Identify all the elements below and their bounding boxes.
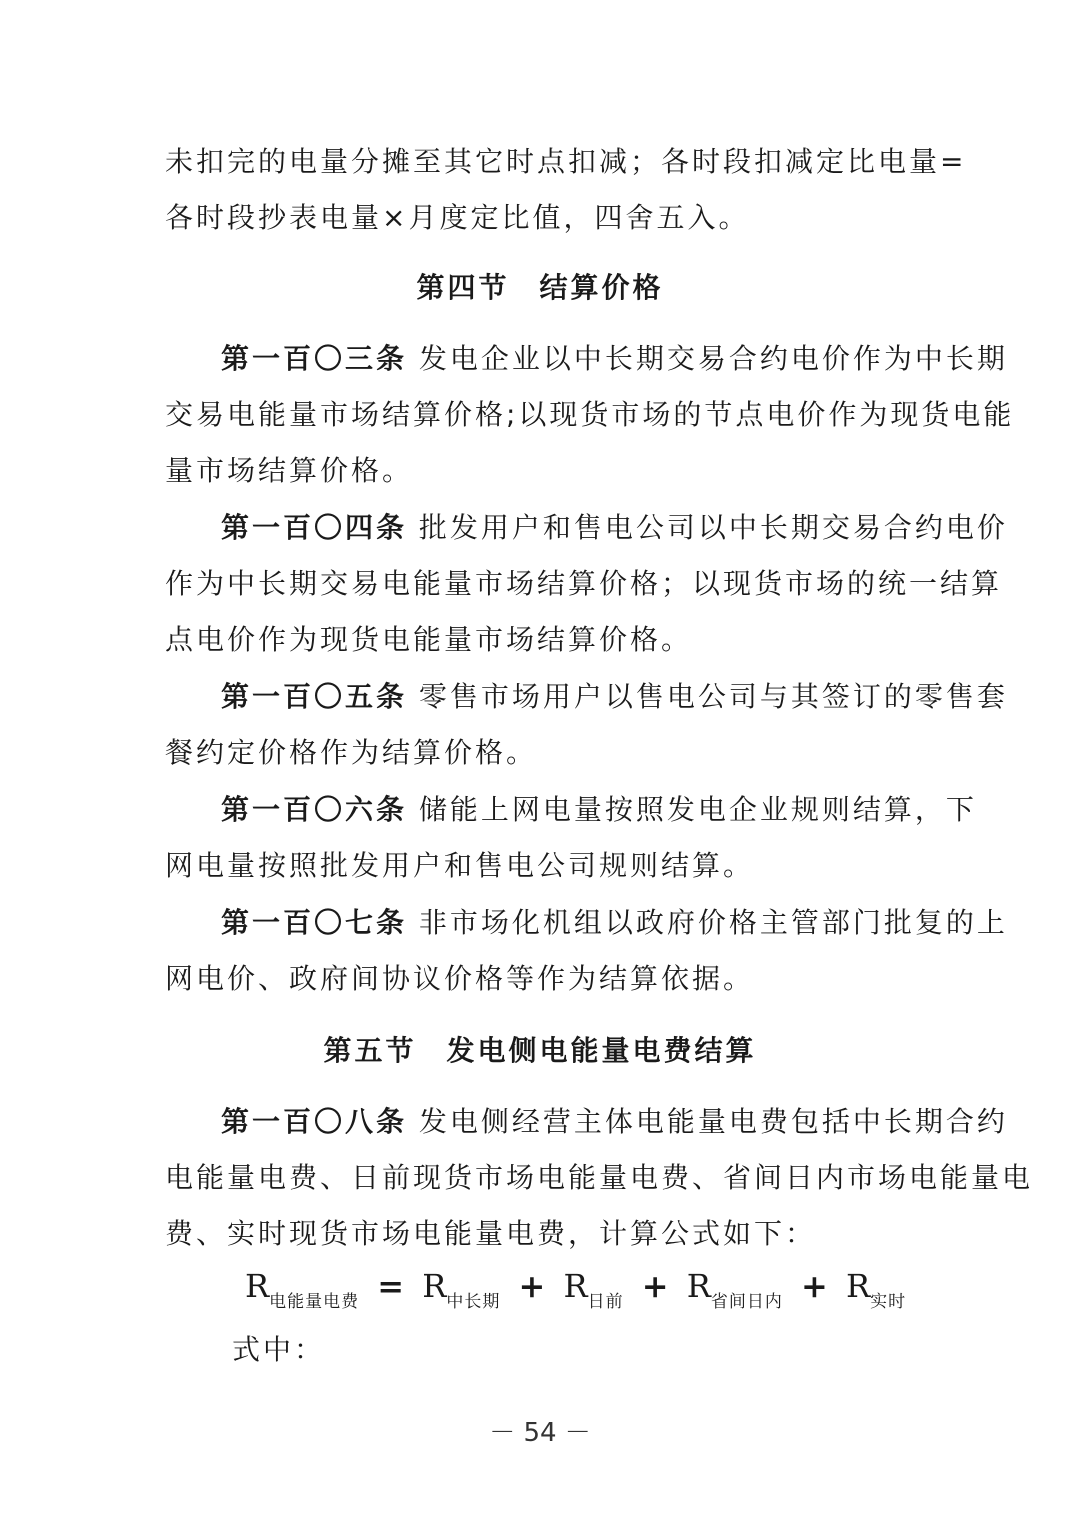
article-107-line-2: 网电价、政府间协议价格等作为结算依据。 bbox=[165, 962, 755, 995]
article-108-line-2: 电能量电费、日前现货市场电能量电费、省间日内市场电能量电 bbox=[165, 1161, 1034, 1194]
article-103-text: 发电企业以中长期交易合约电价作为中长期 bbox=[418, 342, 1008, 375]
formula-term-4-subscript: 实时 bbox=[870, 1292, 907, 1312]
section-5-title: 发电侧电能量电费结算 bbox=[446, 1034, 757, 1067]
formula-equals: = bbox=[377, 1267, 405, 1305]
article-103-line-2: 交易电能量市场结算价格;以现货市场的节点电价作为现货电能 bbox=[165, 398, 1015, 431]
article-108-line-1 bbox=[165, 1102, 1008, 1142]
formula-plus-2: + bbox=[641, 1267, 669, 1305]
article-106-number: 第一百〇六条 bbox=[221, 793, 408, 826]
formula-lhs-subscript: 电能量电费 bbox=[269, 1292, 360, 1312]
article-105-text: 零售市场用户以售电公司与其签订的零售套 bbox=[418, 680, 1008, 713]
where-label: 式中： bbox=[232, 1333, 326, 1366]
article-103-line-1 bbox=[165, 339, 1008, 379]
section-4-label: 第四节 bbox=[416, 271, 510, 304]
article-104-line-2: 作为中长期交易电能量市场结算价格；以现货市场的统一结算 bbox=[165, 567, 1003, 600]
article-103-line-3: 量市场结算价格。 bbox=[165, 454, 414, 487]
section-5-label: 第五节 bbox=[323, 1034, 417, 1067]
formula-term-1-subscript: 中长期 bbox=[446, 1292, 501, 1312]
formula-term-2-symbol: R bbox=[563, 1267, 588, 1305]
article-105-number: 第一百〇五条 bbox=[221, 680, 408, 713]
article-108-text: 发电侧经营主体电能量电费包括中长期合约 bbox=[418, 1105, 1008, 1138]
article-104-line-1 bbox=[165, 508, 1008, 548]
page-number: － 54 － bbox=[489, 1418, 591, 1448]
article-104-line-3: 点电价作为现货电能量市场结算价格。 bbox=[165, 623, 693, 656]
article-106-text: 储能上网电量按照发电企业规则结算，下 bbox=[418, 793, 977, 826]
article-106-line-1 bbox=[165, 790, 977, 830]
article-103-number: 第一百〇三条 bbox=[221, 342, 408, 375]
article-108-line-3: 费、实时现货市场电能量电费，计算公式如下： bbox=[165, 1217, 817, 1250]
formula-term-4-symbol: R bbox=[846, 1267, 871, 1305]
article-108-number: 第一百〇八条 bbox=[221, 1105, 408, 1138]
formula-term-1-symbol: R bbox=[422, 1267, 447, 1305]
section-4-title: 结算价格 bbox=[539, 271, 664, 304]
article-105-line-2: 餐约定价格作为结算价格。 bbox=[165, 736, 538, 769]
article-107-number: 第一百〇七条 bbox=[221, 906, 408, 939]
formula-plus-3: + bbox=[801, 1267, 828, 1305]
settlement-formula bbox=[245, 1262, 906, 1326]
formula-lhs-symbol: R bbox=[245, 1267, 270, 1305]
formula-term-3-subscript: 省间日内 bbox=[710, 1292, 783, 1312]
formula-term-2-subscript: 日前 bbox=[587, 1292, 624, 1312]
article-107-line-1 bbox=[165, 903, 1008, 943]
formula-term-3-symbol: R bbox=[686, 1267, 711, 1305]
article-107-text: 非市场化机组以政府价格主管部门批复的上 bbox=[418, 906, 1008, 939]
article-104-number: 第一百〇四条 bbox=[221, 511, 408, 544]
article-105-line-1 bbox=[165, 677, 1008, 717]
section-4-heading bbox=[0, 268, 1080, 308]
section-5-heading bbox=[0, 1031, 1080, 1071]
formula-plus-1: + bbox=[518, 1267, 546, 1305]
intro-line-2: 各时段抄表电量×月度定比值，四舍五入。 bbox=[165, 201, 750, 234]
intro-line-1: 未扣完的电量分摊至其它时点扣减；各时段扣减定比电量= bbox=[165, 145, 967, 178]
article-104-text: 批发用户和售电公司以中长期交易合约电价 bbox=[418, 511, 1008, 544]
article-106-line-2: 网电量按照批发用户和售电公司规则结算。 bbox=[165, 849, 755, 882]
